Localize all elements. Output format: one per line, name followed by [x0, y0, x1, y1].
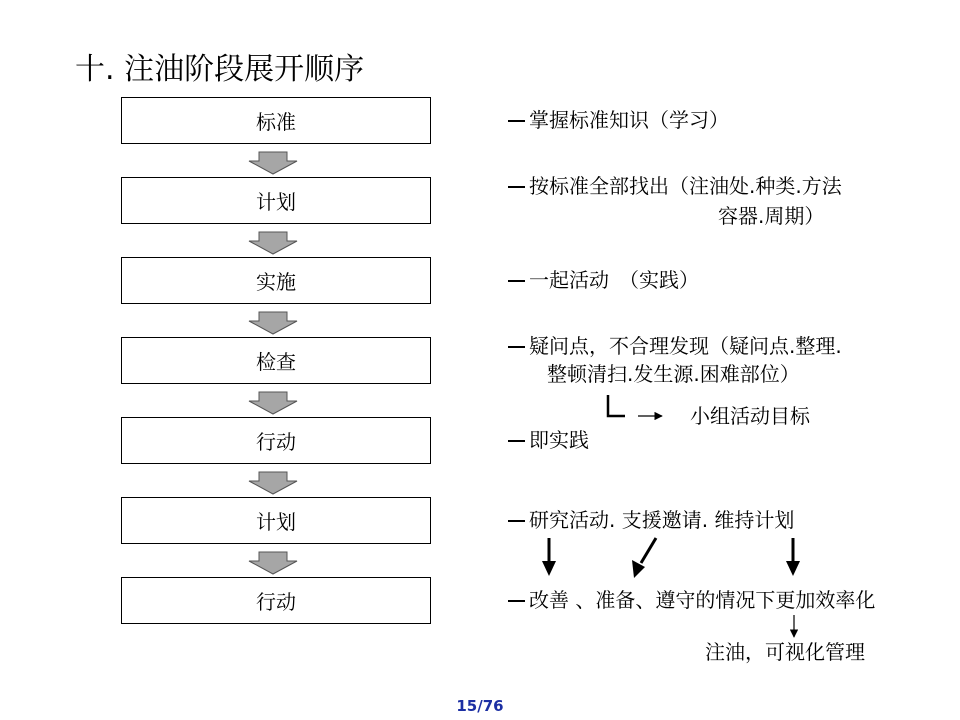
bold-down-arrow-icon — [786, 538, 800, 576]
desc-implement-text: 一起活动 （实践） — [529, 268, 699, 292]
elbow-connector-arrow-icon — [608, 395, 625, 416]
step-box-plan: 计划 — [121, 177, 431, 224]
desc-plan-2-text: 研究活动. 支援邀请. 维持计划 — [529, 508, 795, 532]
step-box-action-2: 行动 — [121, 577, 431, 624]
step-box-check: 检查 — [121, 337, 431, 384]
desc-action-2-text: 改善 、准备、遵守的情况下更加效率化 — [529, 588, 876, 612]
bold-down-arrow-icon — [542, 538, 556, 576]
step-box-standard: 标准 — [121, 97, 431, 144]
bold-diagonal-arrow-icon — [632, 538, 656, 578]
page-number: 15/76 — [456, 697, 504, 715]
step-box-plan-2: 计划 — [121, 497, 431, 544]
desc-standard-text: 掌握标准知识（学习） — [529, 108, 729, 132]
desc-check-subnote: 小组活动目标 — [690, 404, 810, 428]
desc-plan-text-line2: 容器.周期） — [718, 204, 825, 228]
page-title: 十. 注油阶段展开顺序 — [75, 52, 365, 87]
desc-action-text: 即实践 — [529, 428, 589, 452]
desc-check-text-line1: 疑问点，不合理发现（疑问点.整理. — [529, 334, 842, 358]
step-box-implement: 实施 — [121, 257, 431, 304]
desc-plan-text-line1: 按标准全部找出（注油处.种类.方法 — [529, 174, 842, 198]
desc-check-text-line2: 整顿清扫.发生源.困难部位） — [547, 362, 800, 386]
step-box-action: 行动 — [121, 417, 431, 464]
desc-action-2-subnote: 注油，可视化管理 — [705, 640, 865, 664]
